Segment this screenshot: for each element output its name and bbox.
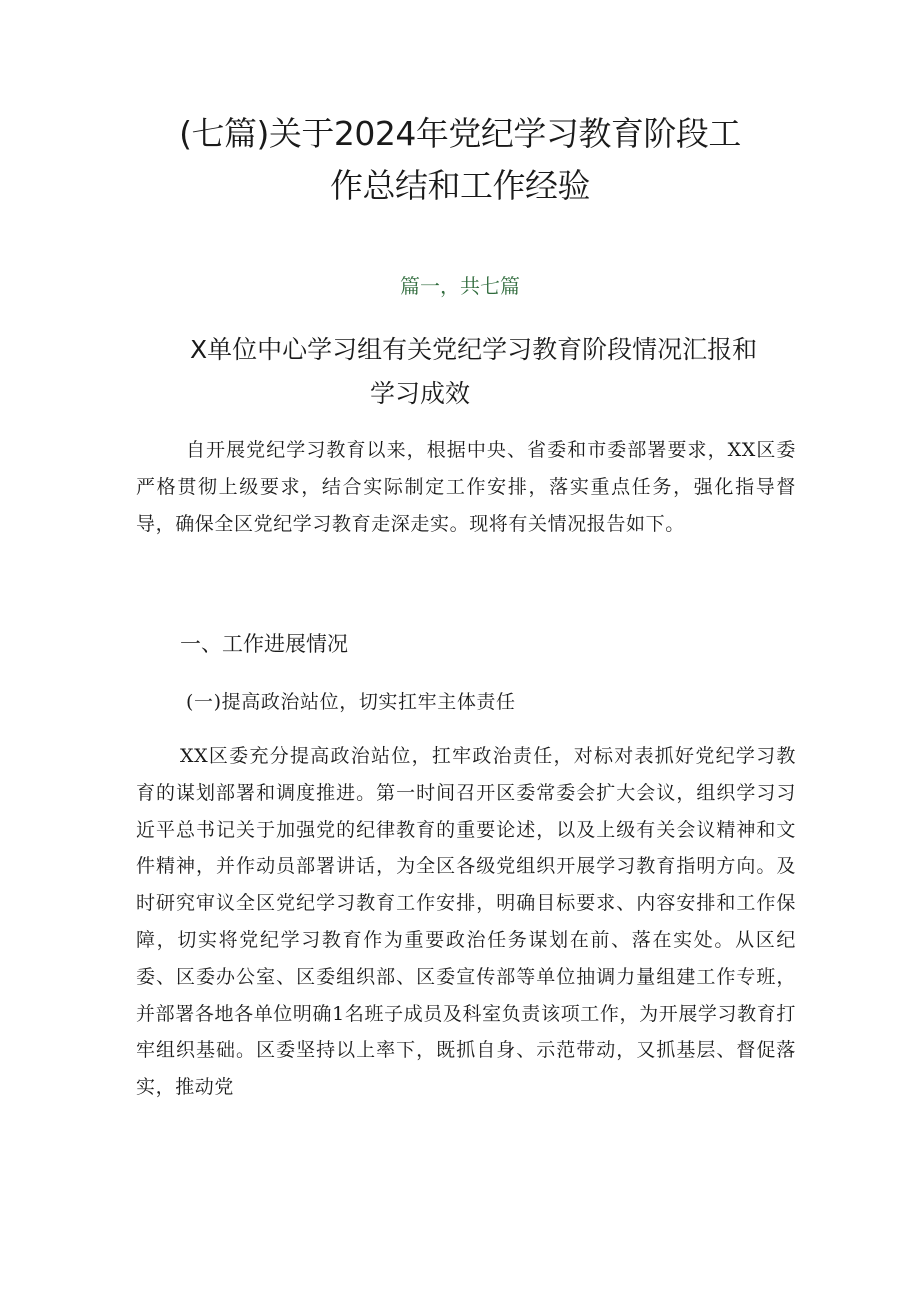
article-title-line-2: 学习成效 xyxy=(370,379,471,408)
body-paragraph: XX区委充分提高政治站位，扛牢政治责任，对标对表抓好党纪学习教育的谋划部署和调度推进。第一时间召开区委常委会扩大会议，组织学习习近平总书记关于加强党的纪律教育的重要论述，以及上级有关会议精神和文件精神，并作动员部署讲话，为全区各级党组织开展学习教育指明方向。及时研究审议全区党纪学习教育工作安排，明确目标要求、内容安排和工作保障，切实将党纪学习教育作为重要政治任务谋划在前、落在实处。从区纪委、区委办公室、区委组织部、区委宣传部等单位抽调力量组建工作专班，并部署各地各单位明确1名班子成员及科室负责该项工作，为开展学习教育打牢组织基础。区委坚持以上率下，既抓自身、示范带动，又抓基层、督促落实，推动党 xyxy=(136,745,796,1099)
part-subtitle: 篇一，共七篇 xyxy=(400,274,520,298)
article-title xyxy=(170,328,810,416)
article-title-line-1: X单位中心学习组有关党纪学习教育阶段情况汇报和 xyxy=(190,335,758,364)
document-title-line-2: 作总结和工作经验 xyxy=(330,166,590,205)
section-heading: 一、工作进展情况 xyxy=(180,632,348,656)
document-title xyxy=(120,108,800,212)
intro-paragraph: 自开展党纪学习教育以来，根据中央、省委和市委部署要求，XX区委严格贯彻上级要求，结合实际制定工作安排，落实重点任务，强化指导督导，确保全区党纪学习教育走深走实。现将有关情况报告如下。 xyxy=(136,439,796,535)
document-title-line-1: (七篇)关于2024年党纪学习教育阶段工 xyxy=(179,114,741,153)
subsection-heading: (一)提高政治站位，切实扛牢主体责任 xyxy=(186,691,516,713)
